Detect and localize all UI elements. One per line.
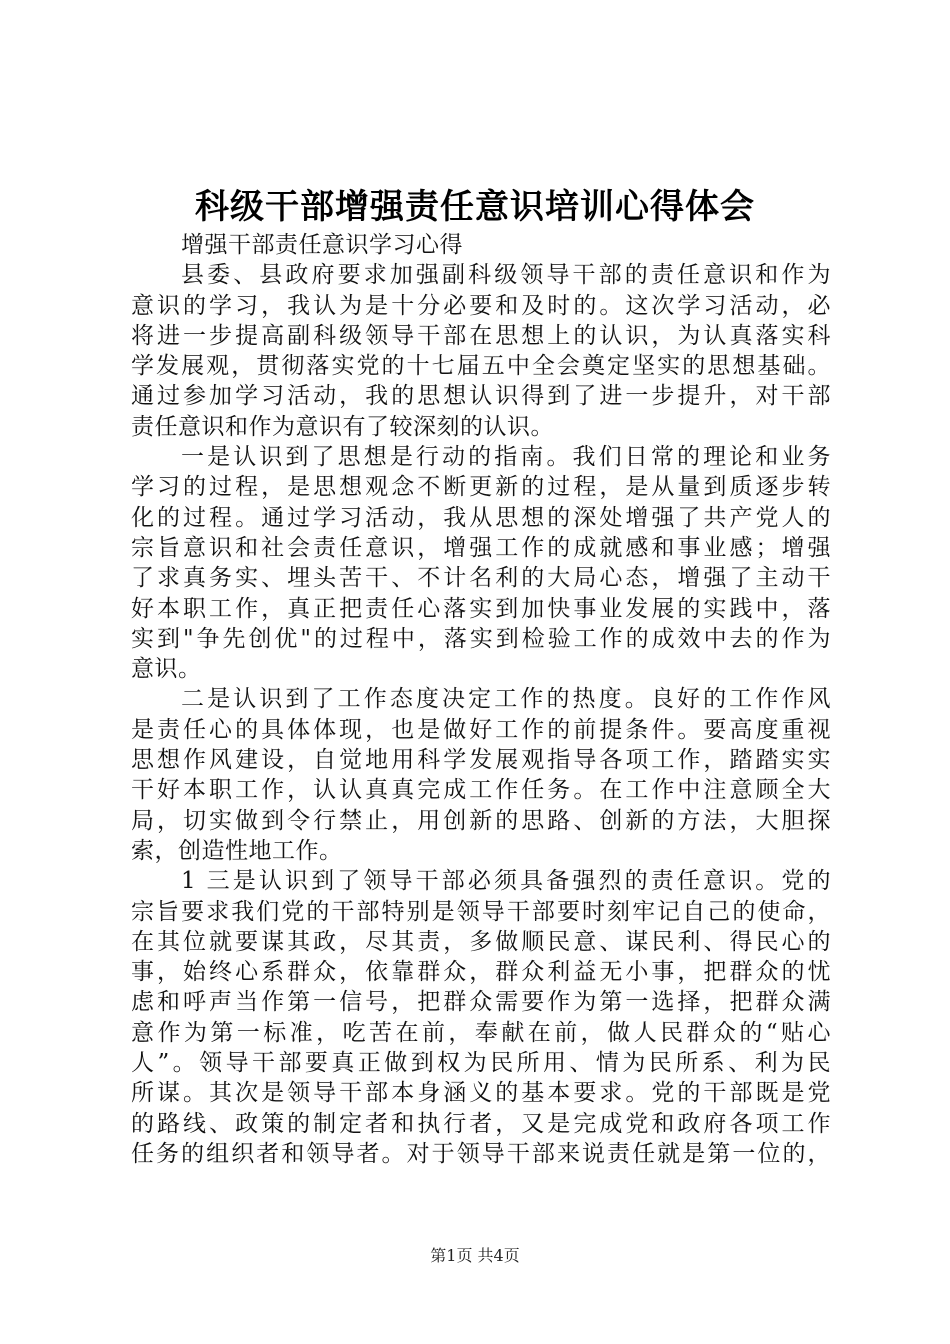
page-footer: 第1页 共4页 xyxy=(430,1246,520,1265)
body-line: 宗旨要求我们党的干部特别是领导干部要时刻牢记自己的使命， xyxy=(131,898,831,925)
body-line: 了求真务实、埋头苦干、不计名利的大局心态，增强了主动干 xyxy=(131,565,831,592)
body-line: 事，始终心系群众，依靠群众，群众利益无小事，把群众的忧 xyxy=(131,959,831,986)
body-line: 学习的过程，是思想观念不断更新的过程，是从量到质逐步转 xyxy=(131,474,831,501)
body-line: 责任意识和作为意识有了较深刻的认识。 xyxy=(131,413,554,440)
body-line: 意识的学习，我认为是十分必要和及时的。这次学习活动，必 xyxy=(131,292,831,319)
document-body xyxy=(131,230,831,1169)
document-title: 科级干部增强责任意识培训心得体会 xyxy=(195,187,755,227)
body-line: 化的过程。通过学习活动，我从思想的深处增强了共产党人的 xyxy=(131,504,831,531)
body-line: 实到"争先创优"的过程中，落实到检验工作的成效中去的作为 xyxy=(131,625,831,652)
body-line: 意识。 xyxy=(131,656,202,683)
body-line: 通过参加学习活动，我的思想认识得到了进一步提升，对干部 xyxy=(131,383,831,410)
body-line: 局，切实做到令行禁止，用创新的思路、创新的方法，大胆探 xyxy=(131,807,831,834)
body-line: 1 三是认识到了领导干部必须具备强烈的责任意识。党的 xyxy=(181,868,831,895)
body-line: 宗旨意识和社会责任意识，增强工作的成就感和事业感；增强 xyxy=(131,534,831,561)
body-line: 好本职工作，真正把责任心落实到加快事业发展的实践中，落 xyxy=(131,595,831,622)
body-line: 在其位就要谋其政，尽其责，多做顺民意、谋民利、得民心的 xyxy=(131,928,831,955)
body-line: 所谋。其次是领导干部本身涵义的基本要求。党的干部既是党 xyxy=(131,1080,831,1107)
body-line: 虑和呼声当作第一信号，把群众需要作为第一选择，把群众满 xyxy=(131,989,831,1016)
body-line: 增强干部责任意识学习心得 xyxy=(181,232,463,258)
body-line: 索，创造性地工作。 xyxy=(131,837,343,864)
body-line: 是责任心的具体体现，也是做好工作的前提条件。要高度重视 xyxy=(131,716,831,743)
body-line: 干好本职工作，认认真真完成工作任务。在工作中注意顾全大 xyxy=(131,777,831,804)
body-line: 的路线、政策的制定者和执行者，又是完成党和政府各项工作 xyxy=(131,1110,831,1137)
body-line: 学发展观，贯彻落实党的十七届五中全会奠定坚实的思想基础。 xyxy=(131,353,831,380)
body-line: 二是认识到了工作态度决定工作的热度。良好的工作作风 xyxy=(181,686,831,713)
body-line: 人”。领导干部要真正做到权为民所用、情为民所系、利为民 xyxy=(131,1050,831,1077)
body-line: 思想作风建设，自觉地用科学发展观指导各项工作，踏踏实实 xyxy=(131,747,831,774)
body-line: 任务的组织者和领导者。对于领导干部来说责任就是第一位的， xyxy=(131,1140,831,1167)
body-line: 县委、县政府要求加强副科级领导干部的责任意识和作为 xyxy=(181,262,831,289)
body-line: 意作为第一标准，吃苦在前，奉献在前，做人民群众的“贴心 xyxy=(131,1019,831,1046)
body-line: 将进一步提高副科级领导干部在思想上的认识，为认真落实科 xyxy=(131,322,831,349)
body-line: 一是认识到了思想是行动的指南。我们日常的理论和业务 xyxy=(181,444,831,471)
